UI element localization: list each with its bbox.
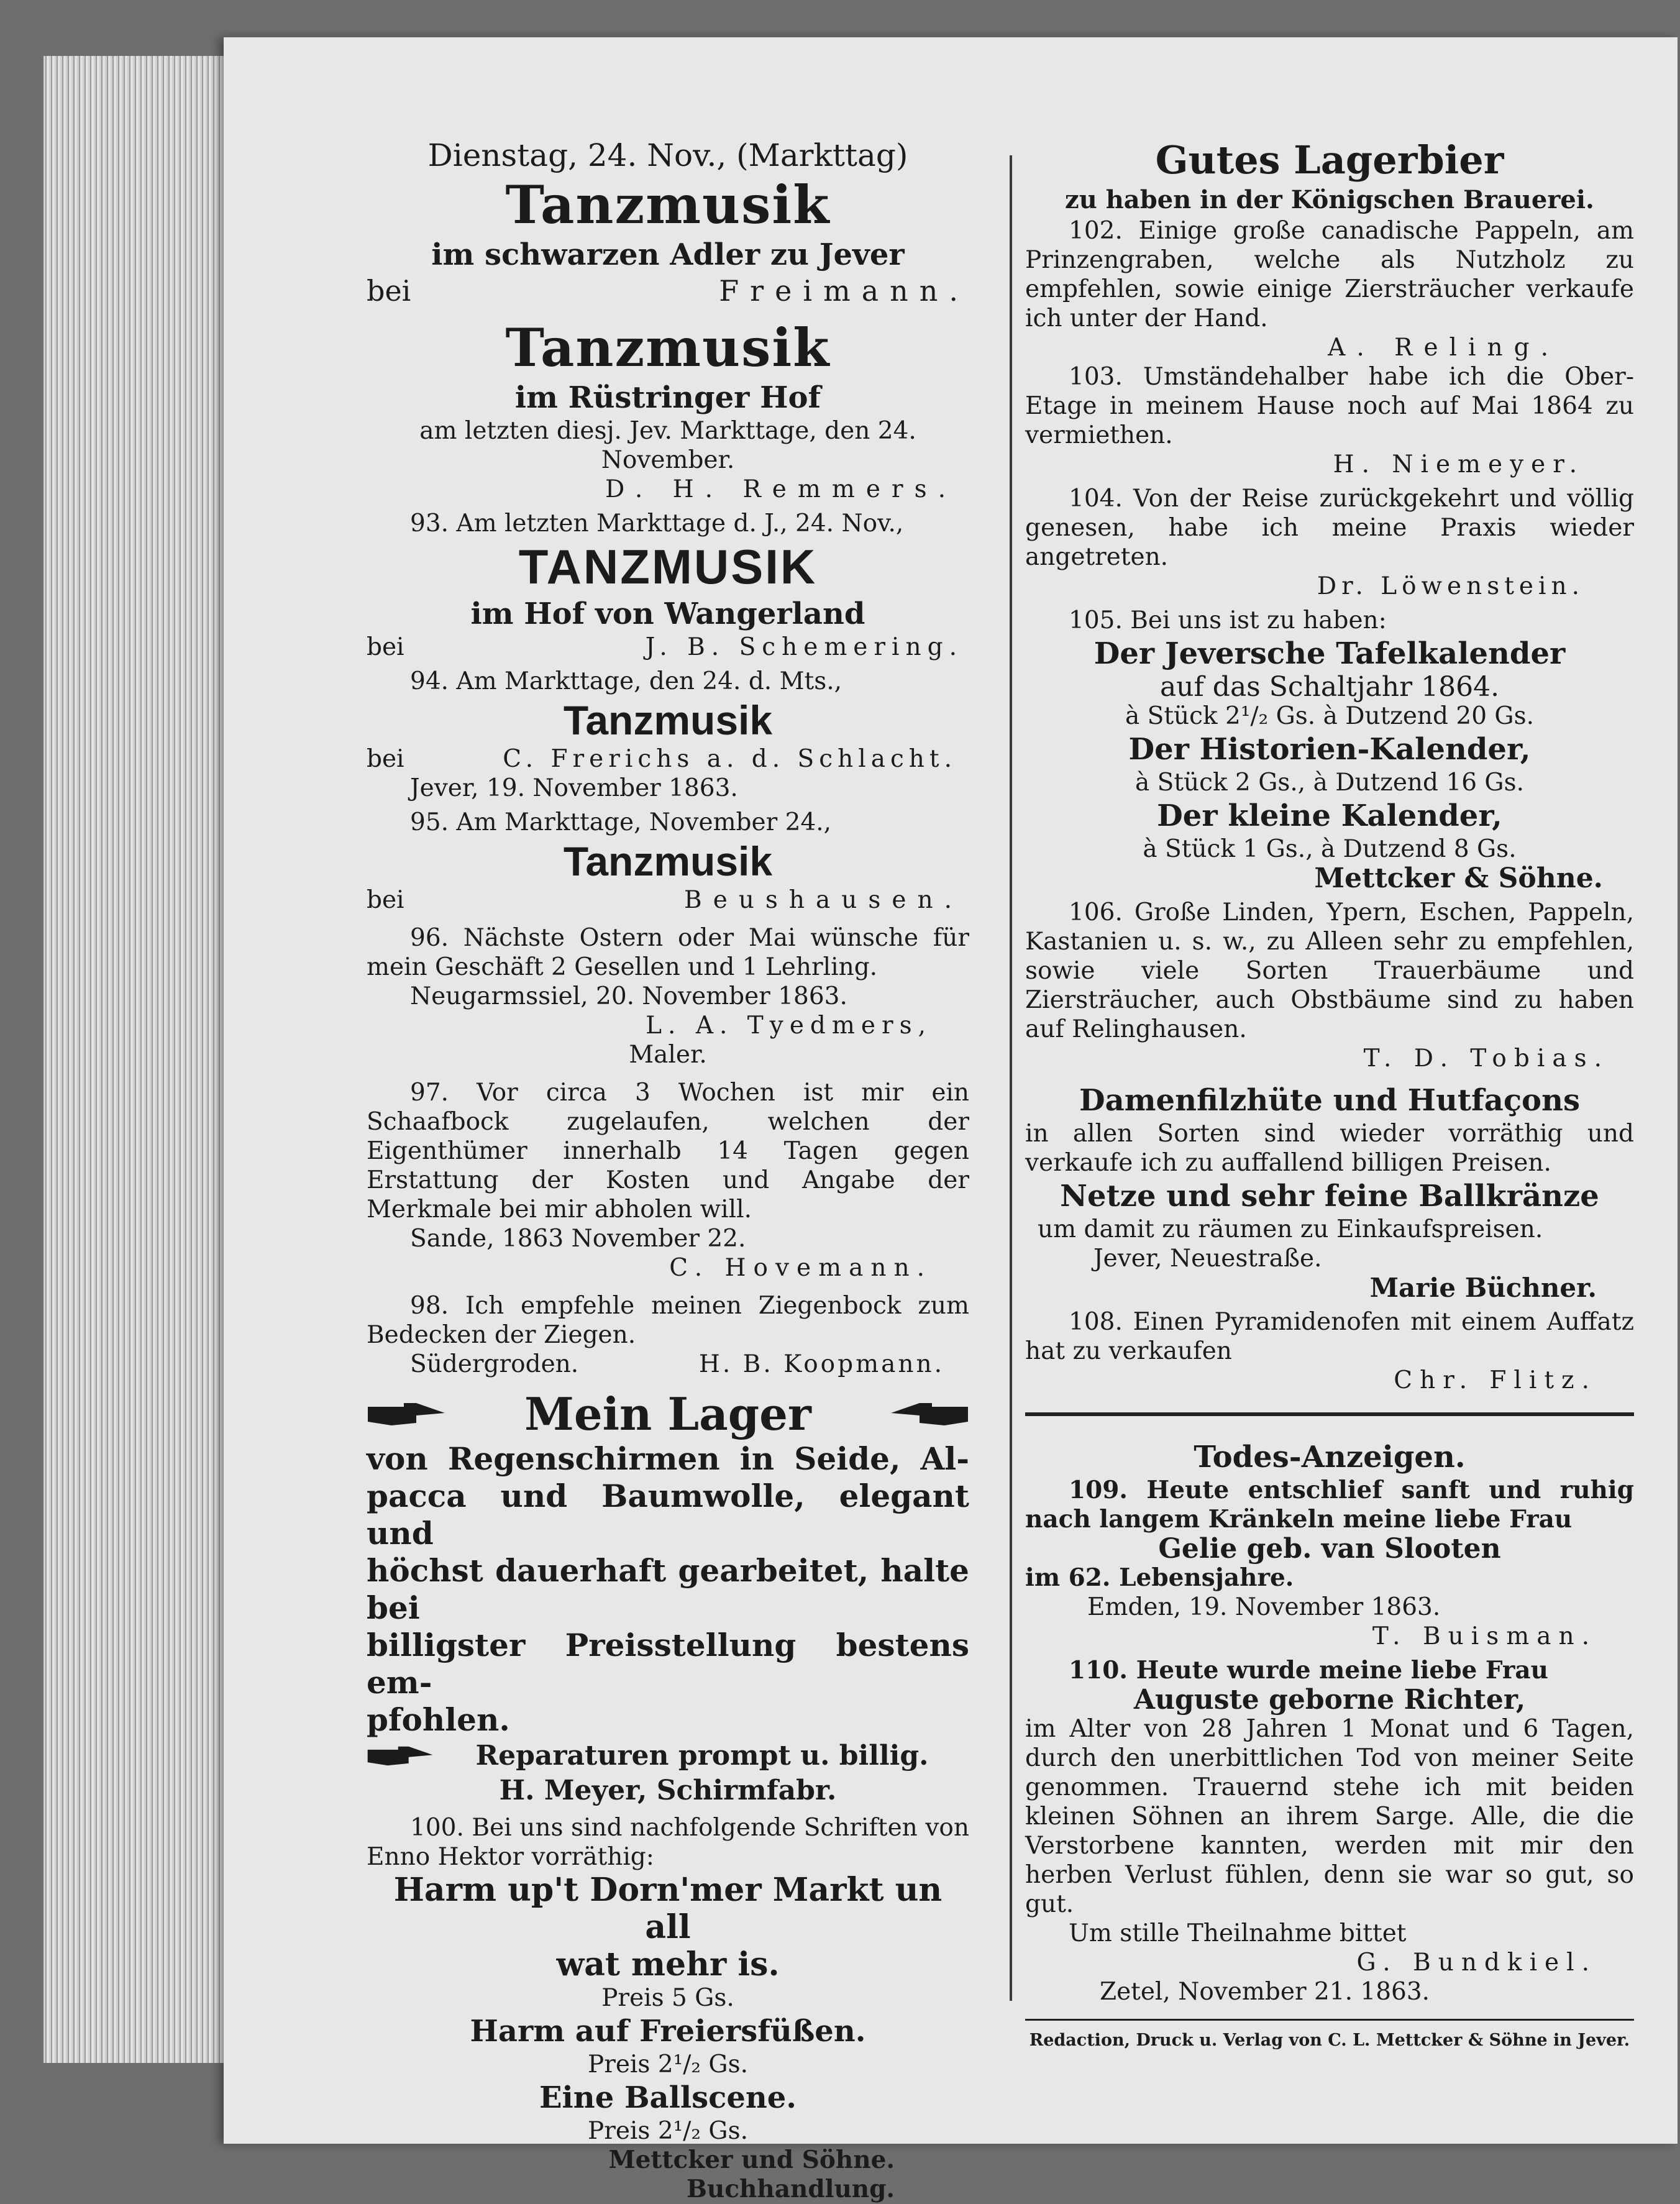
ad-text: in allen Sorten sind wieder vorräthig und verkaufe ich zu auffallend billigen Preisen.: [1025, 1120, 1634, 1177]
ad-name: G. Bundkiel.: [1356, 1949, 1597, 1977]
ad-name: Chr. Flitz.: [1394, 1366, 1597, 1394]
ad-title: Damenfilzhüte und Hutfaçons: [1079, 1083, 1580, 1118]
section-rule: [1025, 1412, 1634, 1416]
right-column: [1025, 137, 1634, 2052]
ad-text-line: pacca und Baumwolle, elegant und: [367, 1478, 969, 1552]
ad-text: im 62. Lebensjahre.: [1025, 1563, 1294, 1592]
ad-signature-row: [367, 885, 969, 915]
ad-text-line: billigster Preisstellung bestens em-: [367, 1627, 969, 1701]
ad-name: C. Hovemann.: [669, 1254, 932, 1282]
ad-place: Südergroden.: [410, 1350, 579, 1378]
calendar-price: à Stück 2¹/₂ Gs. à Dutzend 20 Gs.: [1125, 702, 1534, 730]
ad-text: 98. Ich empfehle meinen Ziegenbock zum Bedecken der Ziegen.: [367, 1292, 969, 1349]
ad-signature-row: [367, 273, 969, 308]
ad-place-date: Emden, 19. November 1863.: [1087, 1593, 1441, 1621]
ad-title: Mein Lager: [524, 1388, 811, 1440]
ad-place: Jever, Neuestraße.: [1093, 1245, 1322, 1273]
ad-name: H. B. Koopmann.: [698, 1350, 944, 1378]
bei-label: bei: [367, 274, 411, 308]
book-title: Harm auf Freiersfüßen.: [470, 2014, 866, 2049]
ad-text: 108. Einen Pyramidenofen mit einem Auffatz hat zu verkaufen: [1025, 1308, 1634, 1365]
umbrella-ad-body: [367, 1440, 969, 1739]
book-title: Harm up't Dorn'mer Markt un all: [393, 1871, 943, 1946]
umbrella-ad-header: [367, 1388, 969, 1440]
ad-signature-row: [367, 633, 969, 662]
ad-title: Gutes Lagerbier: [1155, 137, 1504, 183]
ad-title: TANZMUSIK: [518, 539, 818, 594]
ad-intro: 105. Bei uns ist zu haben:: [1069, 606, 1387, 634]
calendar-title: Der Historien-Kalender,: [1128, 732, 1531, 767]
column-divider: [1010, 155, 1012, 2001]
ad-subtitle: im Hof von Wangerland: [470, 597, 865, 631]
ad-name: T. D. Tobias.: [1363, 1045, 1609, 1072]
calendar-subtitle: auf das Schaltjahr 1864.: [1159, 671, 1500, 703]
ad-intro: 95. Am Markttage, November 24.,: [410, 808, 832, 836]
repair-line: [367, 1739, 969, 1773]
ad-name: Freimann.: [719, 274, 969, 308]
book-price: Preis 2¹/₂ Gs.: [587, 2051, 749, 2078]
ad-name: Marie Büchner.: [1369, 1273, 1597, 1303]
ad-role: Maler.: [629, 1041, 707, 1069]
ad-title: Tanzmusik: [505, 174, 831, 235]
ad-text: 96. Nächste Ostern oder Mai wünsche für mein Geschäft 2 Gesellen und 1 Lehrling.: [367, 924, 969, 981]
pointing-hand-left-icon: [888, 1401, 969, 1428]
ad-subtitle: Reparaturen prompt u. billig.: [475, 1740, 929, 1772]
ad-place-date: Sande, 1863 November 22.: [410, 1225, 746, 1253]
ad-name: T. Buisman.: [1372, 1622, 1597, 1650]
ad-name: D. H. Remmers.: [605, 475, 957, 503]
deceased-name: Auguste geborne Richter,: [1133, 1684, 1526, 1716]
ad-subtitle: im schwarzen Adler zu Jever: [431, 237, 905, 272]
ad-intro: 93. Am letzten Markttage d. J., 24. Nov.,: [410, 510, 904, 537]
ad-title: Tanzmusik: [505, 317, 831, 378]
pointing-hand-right-icon: [367, 1742, 435, 1770]
ad-signature-row: [367, 1350, 969, 1379]
ad-name: H. Meyer, Schirmfabr.: [499, 1775, 837, 1806]
publisher-name: Mettcker und Söhne.: [608, 2146, 895, 2174]
ad-subtitle: zu haben in der Königschen Brauerei.: [1065, 185, 1594, 214]
book-title: wat mehr is.: [556, 1946, 780, 1983]
ad-intro: 94. Am Markttage, den 24. d. Mts.,: [410, 667, 842, 695]
book-page-edges: [43, 56, 249, 2063]
ad-name: Dr. Löwenstein.: [1317, 572, 1584, 600]
ad-text-line: pfohlen.: [367, 1701, 510, 1738]
ad-text: 104. Von der Reise zurückgekehrt und völlig genesen, habe ich meine Praxis wieder angetreten.: [1025, 485, 1634, 571]
ad-place-date: Jever, 19. November 1863.: [410, 774, 738, 802]
publisher-name: Mettcker & Söhne.: [1314, 862, 1603, 894]
section-heading: Todes-Anzeigen.: [1194, 1440, 1466, 1475]
ad-intro: 110. Heute wurde meine liebe Frau: [1069, 1656, 1549, 1685]
bei-label: bei: [367, 745, 404, 773]
deceased-name: Gelie geb. van Slooten: [1158, 1533, 1501, 1565]
ad-text: 109. Heute entschlief sanft und ruhig nach langem Kränkeln meine liebe Frau: [1025, 1476, 1634, 1534]
publisher-type: Buchhandlung.: [686, 2175, 895, 2203]
ad-title: Netze und sehr feine Ballkränze: [1060, 1179, 1599, 1214]
ad-text: 103. Umständehalber habe ich die Ober-Etage in meinem Hause noch auf Mai 1864 zu vermiethen.: [1025, 363, 1634, 449]
book-title: Eine Ballscene.: [539, 2080, 797, 2115]
ad-signature-row: [367, 744, 969, 774]
calendar-title: Der kleine Kalender,: [1157, 798, 1502, 833]
ad-closing: Um stille Theilnahme bittet: [1069, 1919, 1407, 1947]
ad-text: im Alter von 28 Jahren 1 Monat und 6 Tagen, durch den unerbittlichen Tod von meiner Seite genommen. Trauernd stehe ich mit beiden kleinen Söhnen an ihrem Sarge. Alle, die die Verstorbene kannten, werden mit mir den herben Verlust fühlen, denn sie war so gut, so gut.: [1025, 1715, 1634, 1918]
ad-name: C. Frerichs a. d. Schlacht.: [503, 745, 957, 773]
ad-name: H. Niemeyer.: [1333, 450, 1584, 478]
ad-subtitle: im Rüstringer Hof: [514, 380, 821, 415]
ad-name: Beushausen.: [684, 886, 963, 914]
ad-name: A. Reling.: [1328, 334, 1559, 362]
book-price: Preis 2¹/₂ Gs.: [587, 2117, 749, 2145]
ad-text-line: höchst dauerhaft gearbeitet, halte bei: [367, 1552, 969, 1626]
calendar-price: à Stück 2 Gs., à Dutzend 16 Gs.: [1135, 769, 1524, 797]
ad-date-line: Dienstag, 24. Nov., (Markttag): [427, 137, 908, 173]
ad-title: Tanzmusik: [563, 838, 773, 884]
calendar-title: Der Jeversche Tafelkalender: [1093, 636, 1566, 671]
ad-text: 97. Vor circa 3 Wochen ist mir ein Schaafbock zugelaufen, welchen der Eigenthümer innerhalb 14 Tagen gegen Erstattung der Kosten und Angabe der Merkmale bei mir abholen will.: [367, 1079, 969, 1223]
ad-name: J. B. Schemering.: [645, 633, 963, 661]
ad-title: Tanzmusik: [563, 697, 773, 743]
book-price: Preis 5 Gs.: [601, 1984, 734, 2012]
ad-text: 102. Einige große canadische Pappeln, am Prinzengraben, welche als Nutzholz zu empfehlen, sowie einige Ziersträucher verkaufe ich unter der Hand.: [1025, 217, 1634, 332]
calendar-price: à Stück 1 Gs., à Dutzend 8 Gs.: [1143, 835, 1517, 863]
left-column: [367, 137, 969, 2204]
bei-label: bei: [367, 633, 404, 661]
imprint: Redaction, Druck u. Verlag von C. L. Mettcker & Söhne in Jever.: [1029, 2031, 1630, 2050]
ad-place-date: Neugarmssiel, 20. November 1863.: [410, 982, 847, 1010]
ad-text-line: von Regenschirmen in Seide, Al-: [367, 1440, 969, 1477]
ad-text: 100. Bei uns sind nachfolgende Schriften von Enno Hektor vorräthig:: [367, 1814, 969, 1871]
imprint-rule: [1025, 2019, 1634, 2021]
bei-label: bei: [367, 886, 404, 914]
ad-text: am letzten diesj. Jev. Markttage, den 24. November.: [419, 417, 916, 474]
ad-text: um damit zu räumen zu Einkaufspreisen.: [1038, 1215, 1543, 1243]
ad-text: 106. Große Linden, Ypern, Eschen, Pappeln, Kastanien u. s. w., zu Alleen sehr zu empfehlen, sowie viele Sorten Trauerbäume und Ziersträucher, auch Obstbäume sind zu haben auf Relinghausen.: [1025, 899, 1634, 1043]
pointing-hand-right-icon: [367, 1401, 447, 1428]
ad-place-date: Zetel, November 21. 1863.: [1100, 1978, 1430, 2006]
ad-name: L. A. Tyedmers,: [646, 1012, 932, 1040]
